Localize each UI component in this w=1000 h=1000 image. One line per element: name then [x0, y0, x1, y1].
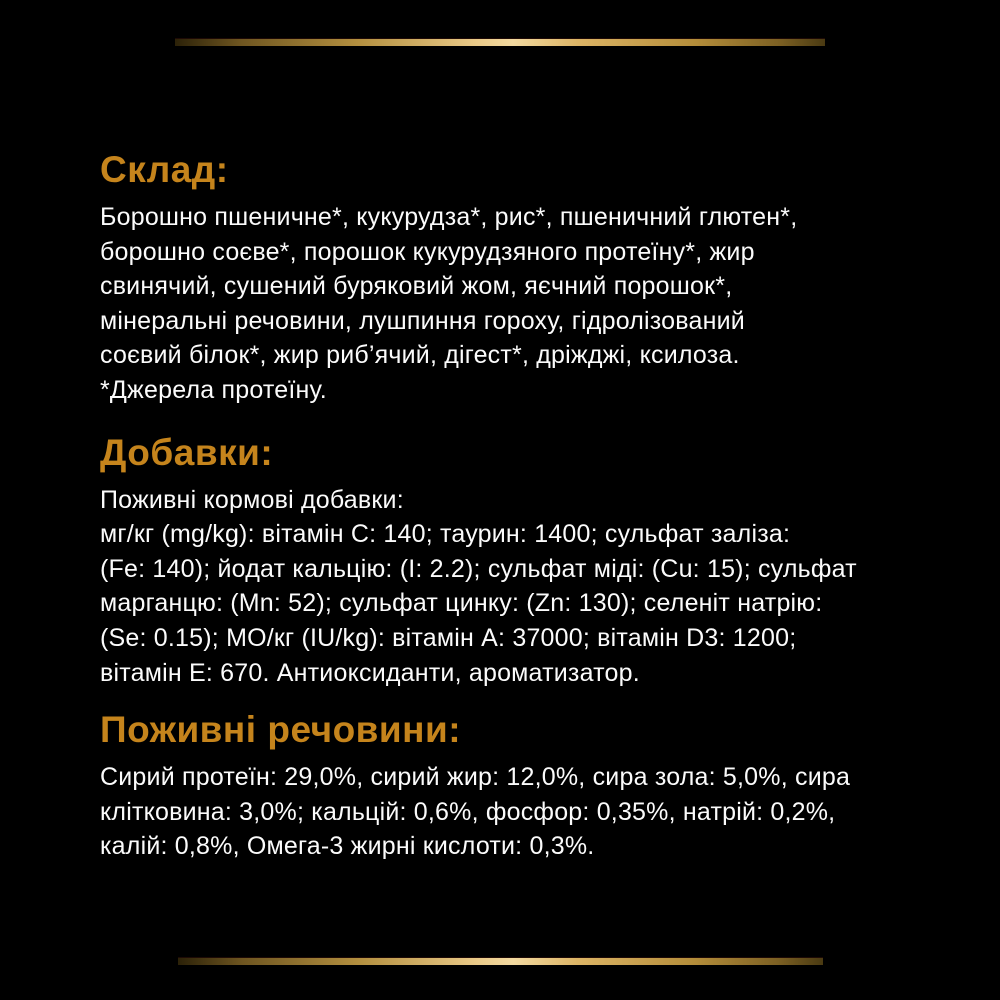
label-content-panel	[100, 150, 980, 864]
composition-footnote: *Джерела протеїну.	[100, 375, 327, 404]
composition-section	[100, 150, 980, 408]
nutrients-line: калій: 0,8%, Омега-3 жирні кислоти: 0,3%.	[100, 832, 595, 861]
additives-section	[100, 433, 980, 691]
composition-line: соєвий білок*, жир риб’ячий, дігест*, дріжджі, ксилоза.	[100, 341, 740, 370]
nutrients-heading: Поживні речовини:	[100, 709, 462, 751]
additives-line: мг/кг (mg/kg): вітамін C: 140; таурин: 1400; сульфат заліза:	[100, 520, 791, 549]
nutrients-section	[100, 710, 980, 864]
composition-heading: Склад:	[100, 149, 229, 190]
composition-line: борошно соєве*, порошок кукурудзяного протеїну*, жир	[100, 237, 755, 266]
additives-line: марганцю: (Mn: 52); сульфат цинку: (Zn: 130); селеніт натрію:	[100, 589, 823, 618]
additives-line: (Fe: 140); йодат кальцію: (I: 2.2); сульфат міді: (Cu: 15); сульфат	[100, 554, 857, 583]
composition-line: свинячий, сушений буряковий жом, яєчний порошок*,	[100, 272, 733, 301]
nutrients-line: клітковина: 3,0%; кальцій: 0,6%, фосфор: 0,35%, натрій: 0,2%,	[100, 797, 836, 826]
additives-line: вітамін E: 670. Антиоксиданти, ароматизатор.	[100, 658, 640, 687]
composition-line: мінеральні речовини, лушпиння гороху, гідролізований	[100, 306, 745, 335]
additives-heading: Добавки:	[100, 431, 274, 473]
gold-divider-top-bar	[175, 38, 825, 46]
composition-line: Борошно пшеничне*, кукурудза*, рис*, пшеничний глютен*,	[100, 203, 798, 231]
additives-line: (Se: 0.15); МО/кг (IU/kg): вітамін A: 37000; вітамін D3: 1200;	[100, 623, 797, 652]
additives-line: Поживні кормові добавки:	[100, 485, 404, 514]
gold-divider-bottom-bar	[178, 957, 823, 965]
nutrients-line: Сирий протеїн: 29,0%, сирий жир: 12,0%, сира зола: 5,0%, сира	[100, 763, 851, 792]
